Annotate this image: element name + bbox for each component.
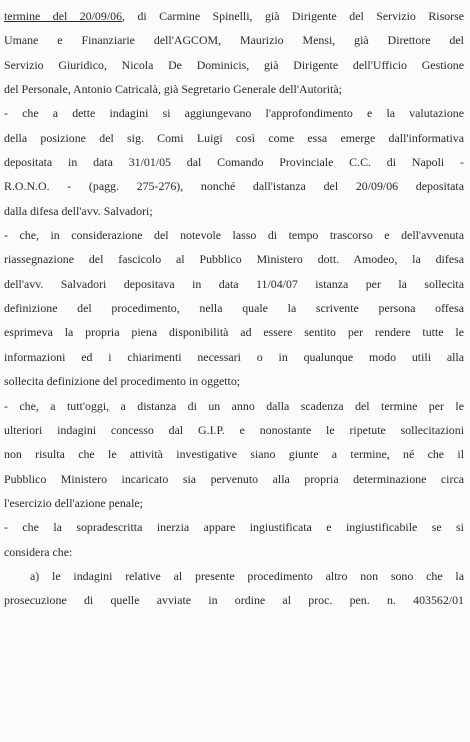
text-line: Pubblico Ministero incaricato sia pervenuto alla propria determinazione circa	[4, 471, 464, 486]
text-line: dalla difesa dell'avv. Salvadori;	[4, 203, 153, 218]
text-line: riassegnazione del fascicolo al Pubblico Ministero dott. Amodeo, la difesa	[4, 252, 464, 267]
text-line: - che, in considerazione del notevole lasso di tempo trascorso e dell'avvenuta	[4, 228, 464, 243]
text-line-rest: , di Carmine Spinelli, già Dirigente del Servizio Risorse	[122, 9, 464, 23]
text-line: l'esercizio dell'azione penale;	[4, 495, 143, 510]
text-line: definizione del procedimento, nella quale la scrivente persona offesa	[4, 301, 464, 316]
text-line: considera che:	[4, 544, 73, 559]
text-line: informazioni ed i chiarimenti necessari o in qualunque modo utili alla	[4, 349, 464, 364]
document-body	[4, 4, 464, 613]
text-line	[4, 4, 464, 28]
text-line: non risulta che le attività investigative siano giunte a termine, né che il	[4, 447, 464, 462]
text-line: prosecuzione di quelle avviate in ordine al proc. pen. n. 403562/01	[4, 593, 464, 608]
underlined-date: termine del 20/09/06	[4, 9, 123, 23]
text-line: a) le indagini relative al presente procedimento altro non sono che la	[30, 568, 464, 583]
text-line: - che la sopradescritta inerzia appare ingiustificata e ingiustificabile se si	[4, 520, 464, 535]
text-line: Servizio Giuridico, Nicola De Dominicis, già Dirigente dell'Ufficio Gestione	[4, 57, 464, 72]
text-line: esprimeva la propria piena disponibilità ad essere sentito per rendere tutte le	[4, 325, 464, 340]
text-line: sollecita definizione del procedimento in oggetto;	[4, 374, 241, 389]
text-line: della posizione del sig. Comi Luigi così come essa emerge dall'informativa	[4, 130, 464, 145]
text-line: depositata in data 31/01/05 dal Comando Provinciale C.C. di Napoli -	[4, 155, 464, 170]
text-line: Umane e Finanziarie dell'AGCOM, Maurizio Mensi, già Direttore del	[4, 33, 464, 48]
text-line: - che a dette indagini si aggiungevano l'approfondimento e la valutazione	[4, 106, 464, 121]
text-line: ulteriori indagini concesso dal G.I.P. e nonostante le ripetute sollecitazioni	[4, 422, 464, 437]
text-line: del Personale, Antonio Catricalà, già Segretario Generale dell'Autorità;	[4, 82, 342, 97]
text-line: R.O.N.O. - (pagg. 275-276), nonché dall'istanza del 20/09/06 depositata	[4, 179, 464, 194]
text-line: dell'avv. Salvadori depositava in data 11/04/07 istanza per la sollecita	[4, 276, 464, 291]
text-line: - che, a tutt'oggi, a distanza di un anno dalla scadenza del termine per le	[4, 398, 464, 413]
